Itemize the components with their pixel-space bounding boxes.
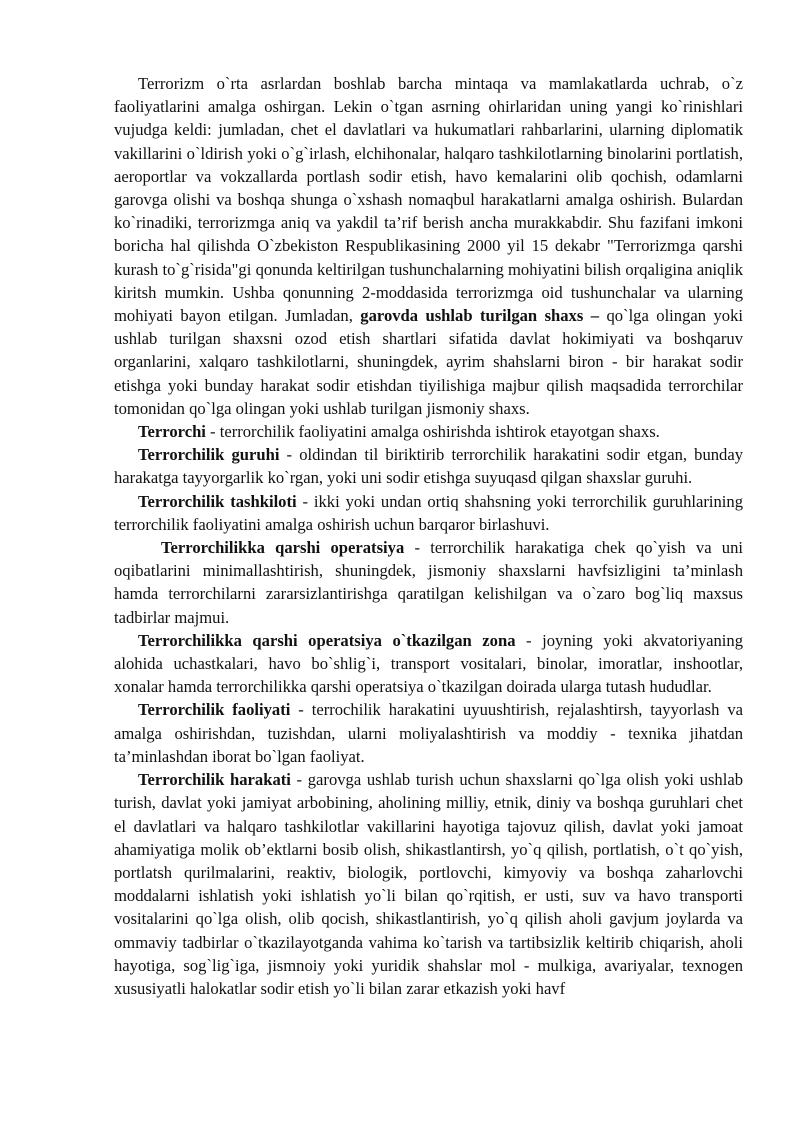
term-separator: - [290,700,312,720]
paragraph-qarshi-operatsiya [114,536,743,629]
paragraph-text: Terrorizm o`rta asrlardan boshlab barcha mintaqa va mamlakatlarda uchrab, o`z faoliyatlarini amalga oshirgan. Lekin o`tgan asrning ohirlaridan uning yangi ko`rinishlari vujudga keldi: jumladan, chet el davlatlari va hukumatlari rahbarlarini, ularning diplomatik vakillarini o`ldirish yoki o`g`irlash, elchihonalar, halqaro tashkilotlarning binolarini portlatish, aeroportlar va vokzallarda portlash sodir etish, havo kemalarini olib qochish, odamlarni garovga olishi va boshqa shunga o`xshash nomaqbul harakatlarni amalga oshirish. Bulardan ko`rinadiki, terrorizmga aniq va yakdil ta’rif berish ancha murakkabdir. Shu fazifani imkoni boricha hal qilishda O`zbekiston Respublikasining 2000 yil 15 dekabr "Terrorizmga qarshi kurash to`g`risida"gi qonunda keltirilgan tushunchalarning mohiyatini bilish orqaligina aniqlik kiritsh mumkin. Ushba qonunning 2-moddasida terrorizmga oid tushunchalar va ularning mohiyati bayon etilgan. Jumladan, [114,74,743,326]
term-separator: - [205,422,220,442]
term-qarshi-operatsiya: Terrorchilikka qarshi operatsiya [161,538,405,558]
paragraph-terrorchilik-guruhi [114,443,743,489]
paragraph-terrorchilik-tashkiloti [114,490,743,536]
term-terrorchilik-harakati: Terrorchilik harakati [138,770,291,790]
definition-text: joyning yoki akvatoriyaning alohida uchastkalari, havo bo`shlig`i, transport vositalari, binolar, imoratlar, inshootlar, xonalar hamda terrorchilikka qarshi operatsiya o`tkazilgan doirada ularga tutash hududlar. [114,630,743,697]
term-separator: - [296,491,314,511]
term-separator: - [404,538,431,558]
definition-text: oldindan til biriktirib terrorchilik harakatini sodir etgan, bunday harakatga tayyorgarlik ko`rgan, yoki uni sodir etishga suyuqasd qilgan shaxslar guruhi. [114,445,743,488]
term-terrorchi: Terrorchi [138,422,206,442]
paragraph-operatsiya-zona [114,629,743,699]
term-operatsiya-zona: Terrorchilikka qarshi operatsiya o`tkazilgan zona [138,630,516,650]
term-separator: - [515,630,543,650]
paragraph-terrorchilik-harakati [114,768,743,1000]
term-separator: - [290,770,308,790]
term-terrorchilik-tashkiloti: Terrorchilik tashkiloti [138,491,297,511]
definition-text: terrochilik harakatini uyuushtirish, rejalashtirsh, tayyorlash va amalga oshirishdan, tuzishdan, ularni moliyalashtirish va moddiy - texnika jihatdan ta’minlashdan iborat bo`lgan faoliyat. [114,700,743,766]
paragraph-terrorchilik-faoliyati [114,698,743,768]
definition-text: garovga ushlab turish uchun shaxslarni qo`lga olish yoki ushlab turish, davlat yoki jamiyat arbobining, aholining milliy, etnik, diniy va boshqa guruhlari chet el davlatlari va halqaro tashkilotlar vakillarini hayotiga tajovuz qilish, davlat yoki jamoat ahamiyatiga molik ob’ektlarni bosib olish, shikastlantirsh, yo`q qilish, portlatish, o`t qo`yish, portlatsh qurilmalarini, reaktiv, biologik, portlovchi, kimyoviy va boshqa zaharlovchi moddalarni ishlatish yoki ishlatish yo`li bilan qo`rqitish, er usti, suv va havo transporti vositalarini qo`lga olish, olib qocish, shikastlantirish, yo`q qilish aholi gavjum joylarda va ommaviy tadbirlar o`tkazilayotganda vahima ko`tarish va tartibsizlik keltirib chiqarish, aholi hayotiga, sog`lig`iga, jismnoiy yoki yuridik shahslar mol - mulkiga, avariyalar, texnogen xususiyatli halokatlar sodir etish yo`li bilan zarar etkazish yoki havf [114,770,743,998]
paragraph-terrorchi [114,420,743,443]
term-hostage: garovda ushlab turilgan shaxs – [360,306,600,326]
paragraph-intro [114,72,743,420]
paragraph-text-continued: qo`lga olingan yoki ushlab turilgan shaxsni ozod etish shartlari sifatida davlat hokimiyati va boshqaruv organlarini, xalqaro tashkilotlarni, shuningdek, ayrim shahslarni biron - bir harakat sodir etishga yoki bunday harakat sodir etishdan tiyilishiga majbur qilish maqsadida terrorchilar tomonidan qo`lga olingan yoki ushlab turilgan jismoniy shaxs. [114,306,743,418]
definition-text: terrorchilik harakatiga chek qo`yish va uni oqibatlarini minimallashtirish, shuningdek, jismoniy shaxslarni havfsizligini ta’minlash hamda terrorchilarni zararsizlantirishga qaratilgan kelishilgan va o`zaro bog`liq maxsus tadbirlar majmui. [114,538,744,627]
definition-text: ikki yoki undan ortiq shahsning yoki terrorchilik guruhlarining terrorchilik faoliyatini amalga oshirish uchun barqaror birlashuvi. [114,491,743,534]
term-terrorchilik-faoliyati: Terrorchilik faoliyati [138,700,291,720]
term-terrorchilik-guruhi: Terrorchilik guruhi [138,445,280,465]
definition-text: terrorchilik faoliyatini amalga oshirishda ishtirok etayotgan shaxs. [219,422,660,442]
term-separator: - [279,445,300,465]
